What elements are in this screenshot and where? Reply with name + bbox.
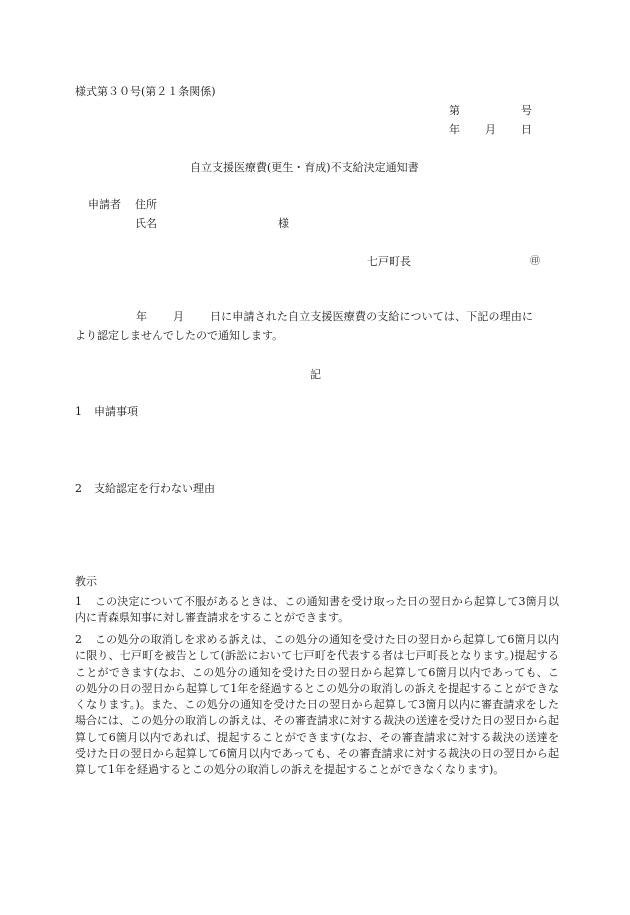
document-title: 自立支援医療費(更生・育成)不支給決定通知書 xyxy=(190,161,419,174)
seal-icon: ㊞ xyxy=(530,256,540,267)
doc-number-prefix: 第 xyxy=(449,104,460,117)
body-line-2: より認定しませんでしたので通知します。 xyxy=(75,329,284,342)
instruction-1-text: この決定について不服があるときは、この通知書を受け取った日の翌日から起算して3箇月以内に青森県知事に対し審査請求をすることができます。 xyxy=(75,595,559,625)
section-1-number: 1 xyxy=(75,405,82,418)
instruction-2-number: 2 xyxy=(75,633,82,646)
instruction-2-text: この処分の取消しを求める訴えは、この処分の通知を受けた日の翌日から起算して6箇月以内に限り、七戸町を被告として(訴訟において七戸町を代表する者は七戸町長となります。)提起することができます(なお、この処分の通知を受けた日の翌日から起算して6箇月以内であっても、この処分の日の翌日から起算して1年を経過するとこの処分の取消しの訴えを提起することができなくなります。)。また、この処分の通知を受けた日の翌日から起算して3箇月以内に審査請求をした場合には、この処分の取消しの訴えは、その審査請求に対する裁決の送達を受けた日の翌日から起算して6箇月以内であれば、提起することができます(なお、その審査請求に対する裁決の送達を受けた日の翌日から起算して6箇月以内であっても、その審査請求に対する裁決の日の翌日から起算して1年を経過するとこの処分の取消しの訴えを提起することができなくなります)。 xyxy=(75,633,559,777)
doc-number-suffix: 号 xyxy=(521,104,532,117)
form-label: 様式第３０号(第２１条関係) xyxy=(75,85,216,98)
applicant-label: 申請者 xyxy=(88,198,121,211)
date-day: 日 xyxy=(521,123,532,136)
body-month: 月 xyxy=(173,310,184,323)
section-1-label: 申請事項 xyxy=(94,405,138,418)
section-2-number: 2 xyxy=(75,482,82,495)
date-month: 月 xyxy=(485,123,496,136)
instruction-1-number: 1 xyxy=(75,595,82,608)
date-year: 年 xyxy=(449,123,460,136)
instruction-item-1 xyxy=(75,594,559,627)
name-label: 氏名 xyxy=(135,217,157,230)
address-label: 住所 xyxy=(135,198,157,211)
honorific: 様 xyxy=(278,217,289,230)
body-line-1: 日に申請された自立支援医療費の支給については、下記の理由に xyxy=(210,310,534,323)
body-year: 年 xyxy=(136,310,147,323)
instruction-item-2 xyxy=(75,632,559,779)
ki-marker: 記 xyxy=(310,368,321,381)
issuer-name: 七戸町長 xyxy=(367,255,411,268)
instructions-heading: 教示 xyxy=(75,575,97,588)
section-2-label: 支給認定を行わない理由 xyxy=(94,482,215,495)
